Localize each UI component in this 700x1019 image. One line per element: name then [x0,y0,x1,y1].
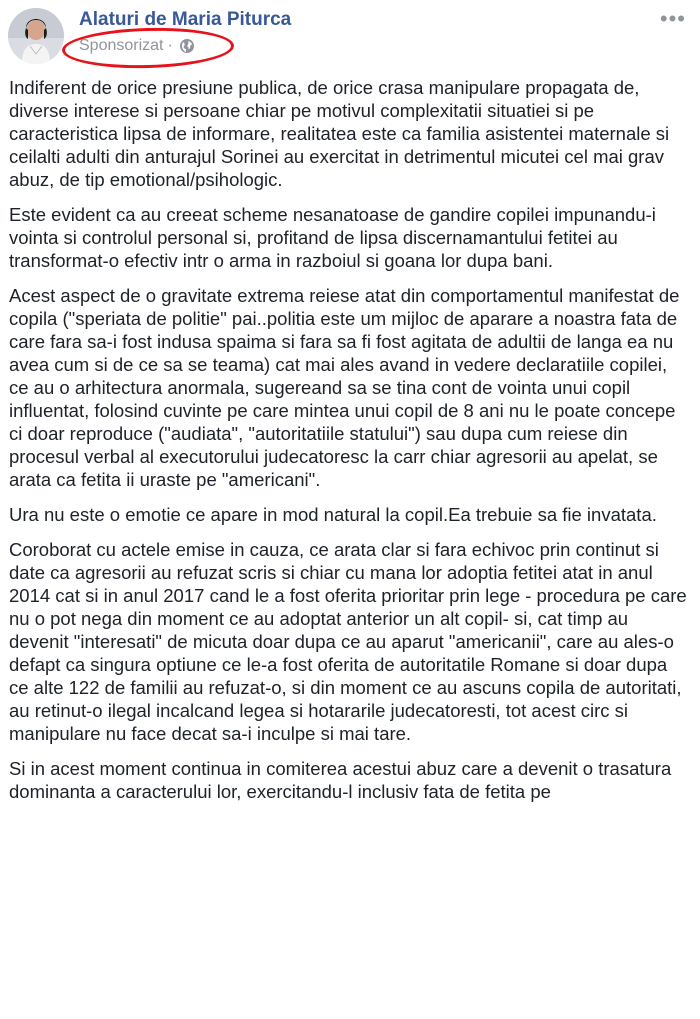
red-annotation-ellipse [62,26,235,70]
post-paragraph: Coroborat cu actele emise in cauza, ce arata clar si fara echivoc prin continut si date ca agresorii au refuzat scris si chiar cu mana lor adoptia fetitei atat in anul 2014 cat si in anul 2017 cand le a fost oferita prioritar prin lege - procedura pe care nu o pot nega din moment ce au adoptat anterior un alt copil- si, cat timp au devenit "interesati" de micuta doar dupa ce au aparut "americanii", care au ales-o defapt ca singura optiune ce le-a fost oferita de autoritatile Romane si doar dupa ce alte 122 de familii au refuzat-o, si din moment ce au ascuns copila de autoritati, au retinut-o ilegal incalcand legea si hotararile judecatoresti, tot acest circ si manipulare nu face decat sa-i inculpe si mai tare. [9,539,687,744]
post-paragraph: Acest aspect de o gravitate extrema reiese atat din comportamentul manifestat de copila ("speriata de politie" pai..politia este um mijloc de aparare a noastra fata de care fara sa-i fost indusa spaima si fara sa fi fost agitata de adultii de langa ea nu avea cum si de ce sa se teama) cat mai ales avand in vedere declaratiile copilei, ce au o arhitectura anormala, sugereand sa se tina cont de vointa unui copil influentat, folosind cuvinte pe care mintea unui copil de 8 ani nu le poate concepe ci doar reproduce ("audiata", "autoritatiile statului") sau dupa cum reiese din procesul verbal al executorului judecatoresc la carr chiar agresorii au apelat, se arata ca fetita ii uraste pe "americani". [9,285,680,490]
page-name-link[interactable]: Alaturi de Maria Piturca [79,9,292,30]
sponsored-label[interactable]: Sponsorizat [79,37,164,54]
post-body [9,76,691,815]
post-paragraph: Indiferent de orice presiune publica, de orice crasa manipulare propagata de, diverse interese si persoane chiar pe motivul complexitatii situatiei si pe caracteristica lipsa de informare, realitatea este ca familia asistentei maternale si ceilalti adulti din anturajul Sorinei au exercitat in detrimentul micutei cel mai grav abuz, de tip emotional/psihologic. [9,77,670,190]
post-paragraph: Ura nu este o emotie ce apare in mod natural la copil.Ea trebuie sa fie invatata. [9,504,657,525]
post-paragraph: Este evident ca au creeat scheme nesanatoase de gandire copilei impunandu-i vointa si controlul personal si, profitand de lipsa discernamantului fetitei au transformat-o efectiv intr o arma in razboiul si goana lor dupa bani. [9,204,656,271]
avatar[interactable] [8,8,64,64]
meta-separator: · [167,37,173,54]
more-options-icon[interactable]: ••• [659,6,686,31]
avatar-image [8,8,64,64]
post-paragraph: Si in acest moment continua in comiterea acestui abuz care a devenit o trasatura dominanta a caracterului lor, exercitandu-l inclusiv fata de fetita pe [9,758,672,802]
